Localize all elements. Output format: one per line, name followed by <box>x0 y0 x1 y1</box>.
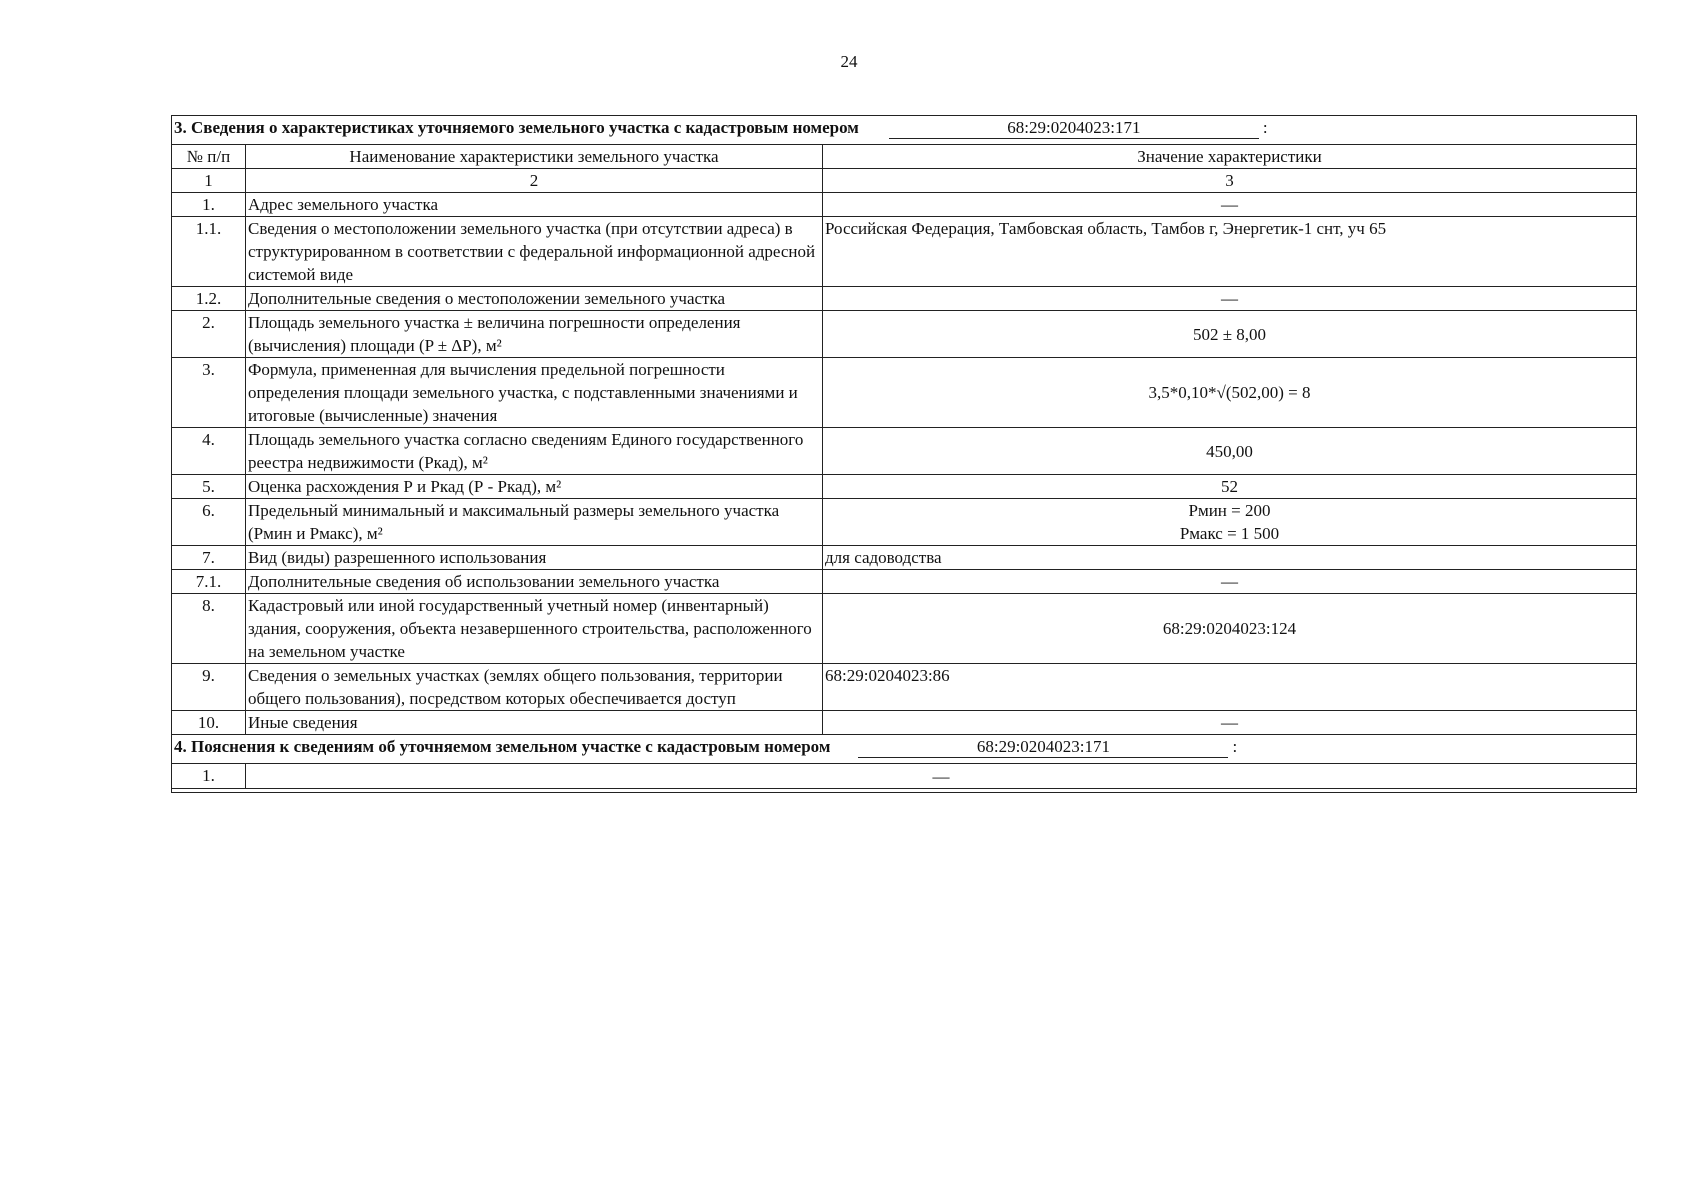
table-bottom-rule-cell <box>172 789 1637 793</box>
section3-colon: : <box>1262 118 1268 137</box>
section3-title-cell <box>172 116 1637 145</box>
section3-cadastral-number: 68:29:0204023:171 <box>889 118 1259 139</box>
table-row <box>172 546 1637 570</box>
row-number: 1. <box>172 193 246 217</box>
row-value: — <box>823 711 1637 735</box>
row-name: Дополнительные сведения о местоположении земельного участка <box>246 287 823 311</box>
row-number: 7.1. <box>172 570 246 594</box>
row-value <box>823 499 1637 546</box>
row-number: 1. <box>172 764 246 789</box>
table-row <box>172 287 1637 311</box>
page-number: 24 <box>840 52 858 71</box>
column-index-3: 3 <box>823 169 1637 193</box>
row-value: 502 ± 8,00 <box>823 311 1637 358</box>
row-name: Оценка расхождения Р и Ркад (Р - Ркад), м² <box>246 475 823 499</box>
row-number: 6. <box>172 499 246 546</box>
section4-cadastral-number: 68:29:0204023:171 <box>858 737 1228 758</box>
row-value: — <box>823 193 1637 217</box>
column-index-2: 2 <box>246 169 823 193</box>
row-number: 9. <box>172 664 246 711</box>
area-min-value: Рмин = 200 <box>1188 501 1271 520</box>
section4-title: 4. Пояснения к сведениям об уточняемом земельном участке с кадастровым номером <box>174 737 831 756</box>
table-row <box>172 594 1637 664</box>
row-name: Формула, примененная для вычисления предельной погрешности определения площади земельного участка, с подставленными значениями и итоговые (вычисленные) значения <box>246 358 823 428</box>
row-value: 68:29:0204023:124 <box>823 594 1637 664</box>
row-value: 450,00 <box>823 428 1637 475</box>
column-header-name: Наименование характеристики земельного участка <box>246 145 823 169</box>
table-row <box>172 570 1637 594</box>
table-row <box>172 499 1637 546</box>
row-name: Сведения о земельных участках (землях общего пользования, территории общего пользования), посредством которых обеспечивается доступ <box>246 664 823 711</box>
column-index-1: 1 <box>172 169 246 193</box>
table-row <box>172 764 1637 789</box>
row-name: Вид (виды) разрешенного использования <box>246 546 823 570</box>
row-value: 52 <box>823 475 1637 499</box>
row-value: Российская Федерация, Тамбовская область, Тамбов г, Энергетик-1 снт, уч 65 <box>823 217 1637 287</box>
row-number: 3. <box>172 358 246 428</box>
row-name: Площадь земельного участка согласно сведениям Единого государственного реестра недвижимости (Ркад), м² <box>246 428 823 475</box>
table-row <box>172 664 1637 711</box>
column-header-row <box>172 145 1637 169</box>
characteristics-table <box>171 115 1637 793</box>
table-row <box>172 217 1637 287</box>
row-number: 1.1. <box>172 217 246 287</box>
section4-header-row <box>172 735 1637 764</box>
row-name: Предельный минимальный и максимальный размеры земельного участка (Рмин и Рмакс), м² <box>246 499 823 546</box>
row-name: Дополнительные сведения об использовании земельного участка <box>246 570 823 594</box>
row-number: 5. <box>172 475 246 499</box>
row-name: Сведения о местоположении земельного участка (при отсутствии адреса) в структурированном в соответствии с федеральной информационной адресной системой виде <box>246 217 823 287</box>
row-name: Иные сведения <box>246 711 823 735</box>
table-row <box>172 475 1637 499</box>
row-number: 2. <box>172 311 246 358</box>
row-number: 4. <box>172 428 246 475</box>
section4-colon: : <box>1232 737 1238 756</box>
area-max-value: Рмакс = 1 500 <box>1179 524 1280 543</box>
row-number: 8. <box>172 594 246 664</box>
table-row <box>172 358 1637 428</box>
table-bottom-rule <box>172 789 1637 793</box>
table-row <box>172 711 1637 735</box>
row-name: Площадь земельного участка ± величина погрешности определения (вычисления) площади (P ± ΔP), м² <box>246 311 823 358</box>
row-number: 10. <box>172 711 246 735</box>
section4-title-cell <box>172 735 1637 764</box>
row-number: 1.2. <box>172 287 246 311</box>
column-header-value: Значение характеристики <box>823 145 1637 169</box>
row-name: Адрес земельного участка <box>246 193 823 217</box>
row-number: 7. <box>172 546 246 570</box>
row-value: — <box>823 570 1637 594</box>
row-value: 3,5*0,10*√(502,00) = 8 <box>823 358 1637 428</box>
row-value: для садоводства <box>823 546 1637 570</box>
row-value: — <box>246 764 1637 789</box>
column-header-number: № п/п <box>172 145 246 169</box>
row-name: Кадастровый или иной государственный учетный номер (инвентарный) здания, сооружения, объекта незавершенного строительства, расположенного на земельном участке <box>246 594 823 664</box>
row-value: — <box>823 287 1637 311</box>
section3-header-row <box>172 116 1637 145</box>
table-row <box>172 428 1637 475</box>
table-row <box>172 311 1637 358</box>
section3-title: 3. Сведения о характеристиках уточняемого земельного участка с кадастровым номером <box>174 118 859 137</box>
table-row <box>172 193 1637 217</box>
row-value: 68:29:0204023:86 <box>823 664 1637 711</box>
column-index-row <box>172 169 1637 193</box>
